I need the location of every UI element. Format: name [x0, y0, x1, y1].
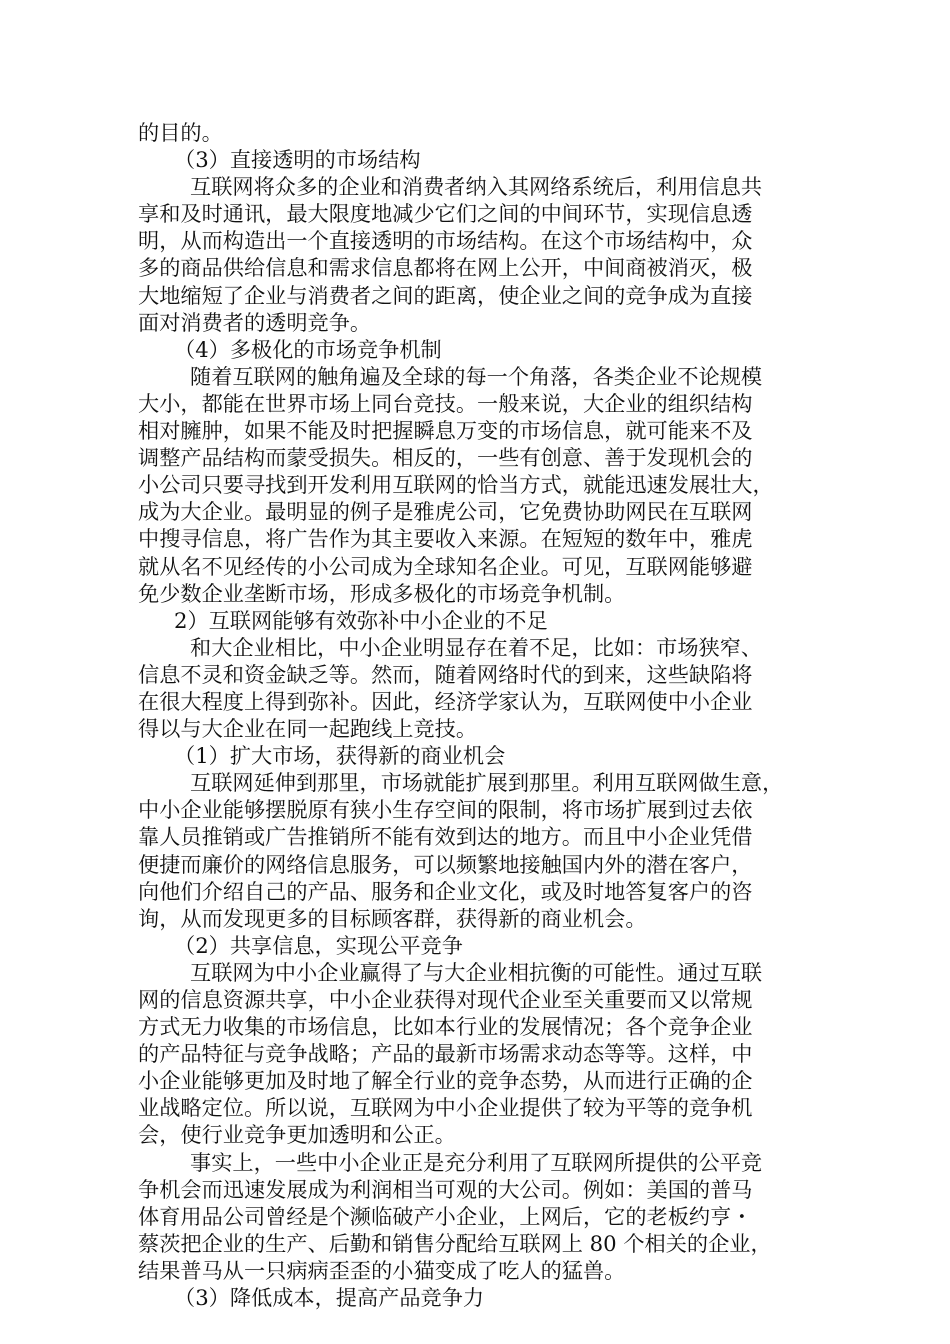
text-line: 面对消费者的透明竞争。 — [138, 309, 372, 335]
text-line: 结果普马从一只病病歪歪的小猫变成了吃人的猛兽。 — [138, 1257, 626, 1283]
text-line: 大地缩短了企业与消费者之间的距离，使企业之间的竞争成为直接 — [138, 282, 753, 308]
text-line: 询，从而发现更多的目标顾客群，获得新的商业机会。 — [138, 905, 647, 931]
text-line: 中搜寻信息，将广告作为其主要收入来源。在短短的数年中，雅虎 — [138, 526, 753, 552]
text-line: 网的信息资源共享，中小企业获得对现代企业至关重要而又以常规 — [138, 987, 753, 1012]
text-line: 小公司只要寻找到开发利用互联网的恰当方式，就能迅速发展壮大， — [138, 472, 774, 498]
text-line: 成为大企业。最明显的例子是雅虎公司，它免费协助网民在互联网 — [138, 499, 753, 525]
text-line: 信息不灵和资金缺乏等。然而，随着网络时代的到来，这些缺陷将 — [138, 661, 753, 687]
text-line: 的目的。 — [138, 120, 223, 145]
text-line: 相对臃肿，如果不能及时把握瞬息万变的市场信息，就可能来不及 — [138, 418, 753, 444]
section-heading: 2）互联网能够有效弥补中小企业的不足 — [174, 607, 548, 633]
text-line: 明，从而构造出一个直接透明的市场结构。在这个市场结构中，众 — [138, 228, 753, 254]
section-heading: （1）扩大市场，获得新的商业机会 — [174, 743, 506, 769]
text-line: 中小企业能够摆脱原有狭小生存空间的限制，将市场扩展到过去依 — [138, 797, 753, 823]
text-line: 就从名不见经传的小公司成为全球知名企业。可见，互联网能够避 — [138, 553, 753, 579]
document-page — [138, 119, 828, 1311]
text-line: 靠人员推销或广告推销所不能有效到达的地方。而且中小企业凭借 — [138, 824, 753, 850]
text-line: 事实上，一些中小企业正是充分利用了互联网所提供的公平竞 — [190, 1149, 763, 1175]
text-line: 业战略定位。所以说，互联网为中小企业提供了较为平等的竞争机 — [138, 1095, 753, 1121]
text-line: 便捷而廉价的网络信息服务，可以频繁地接触国内外的潜在客户， — [138, 851, 753, 877]
text-line: 得以与大企业在同一起跑线上竞技。 — [138, 716, 478, 742]
text-line: 方式无力收集的市场信息，比如本行业的发展情况；各个竞争企业 — [138, 1014, 753, 1040]
text-line: 和大企业相比，中小企业明显存在着不足，比如：市场狭窄、 — [190, 634, 763, 660]
text-line: 争机会而迅速发展成为利润相当可观的大公司。例如：美国的普马 — [138, 1176, 753, 1202]
text-line: 免少数企业垄断市场，形成多极化的市场竞争机制。 — [138, 580, 626, 606]
text-line: 体育用品公司曾经是个濒临破产小企业，上网后，它的老板约亨・ — [138, 1203, 753, 1229]
text-line: 向他们介绍自己的产品、服务和企业文化，或及时地答复客户的咨 — [138, 878, 753, 904]
section-heading: （4）多极化的市场竞争机制 — [174, 336, 442, 362]
text-line: 互联网为中小企业赢得了与大企业相抗衡的可能性。通过互联 — [190, 959, 763, 985]
text-line: 小企业能够更加及时地了解全行业的竞争态势，从而进行正确的企 — [138, 1068, 753, 1094]
text-line: 大小，都能在世界市场上同台竞技。一般来说，大企业的组织结构 — [138, 390, 753, 416]
text-line: 会，使行业竞争更加透明和公正。 — [138, 1122, 456, 1148]
text-line: 蔡茨把企业的生产、后勤和销售分配给互联网上 80 个相关的企业， — [138, 1230, 772, 1256]
text-line: 在很大程度上得到弥补。因此，经济学家认为，互联网使中小企业 — [138, 688, 753, 714]
text-line: 随着互联网的触角遍及全球的每一个角落，各类企业不论规模 — [190, 363, 763, 389]
section-heading: （2）共享信息，实现公平竞争 — [174, 932, 463, 958]
text-line: 享和及时通讯，最大限度地减少它们之间的中间环节，实现信息透 — [138, 201, 753, 227]
section-heading: （3）降低成本，提高产品竞争力 — [174, 1285, 485, 1311]
text-line: 互联网延伸到那里，市场就能扩展到那里。利用互联网做生意， — [190, 770, 784, 796]
text-line: 调整产品结构而蒙受损失。相反的，一些有创意、善于发现机会的 — [138, 445, 753, 471]
text-line: 互联网将众多的企业和消费者纳入其网络系统后，利用信息共 — [190, 174, 763, 200]
section-heading: （3）直接透明的市场结构 — [174, 147, 421, 173]
text-line: 的产品特征与竞争战略；产品的最新市场需求动态等等。这样，中 — [138, 1041, 753, 1067]
text-line: 多的商品供给信息和需求信息都将在网上公开，中间商被消灭，极 — [138, 255, 753, 281]
